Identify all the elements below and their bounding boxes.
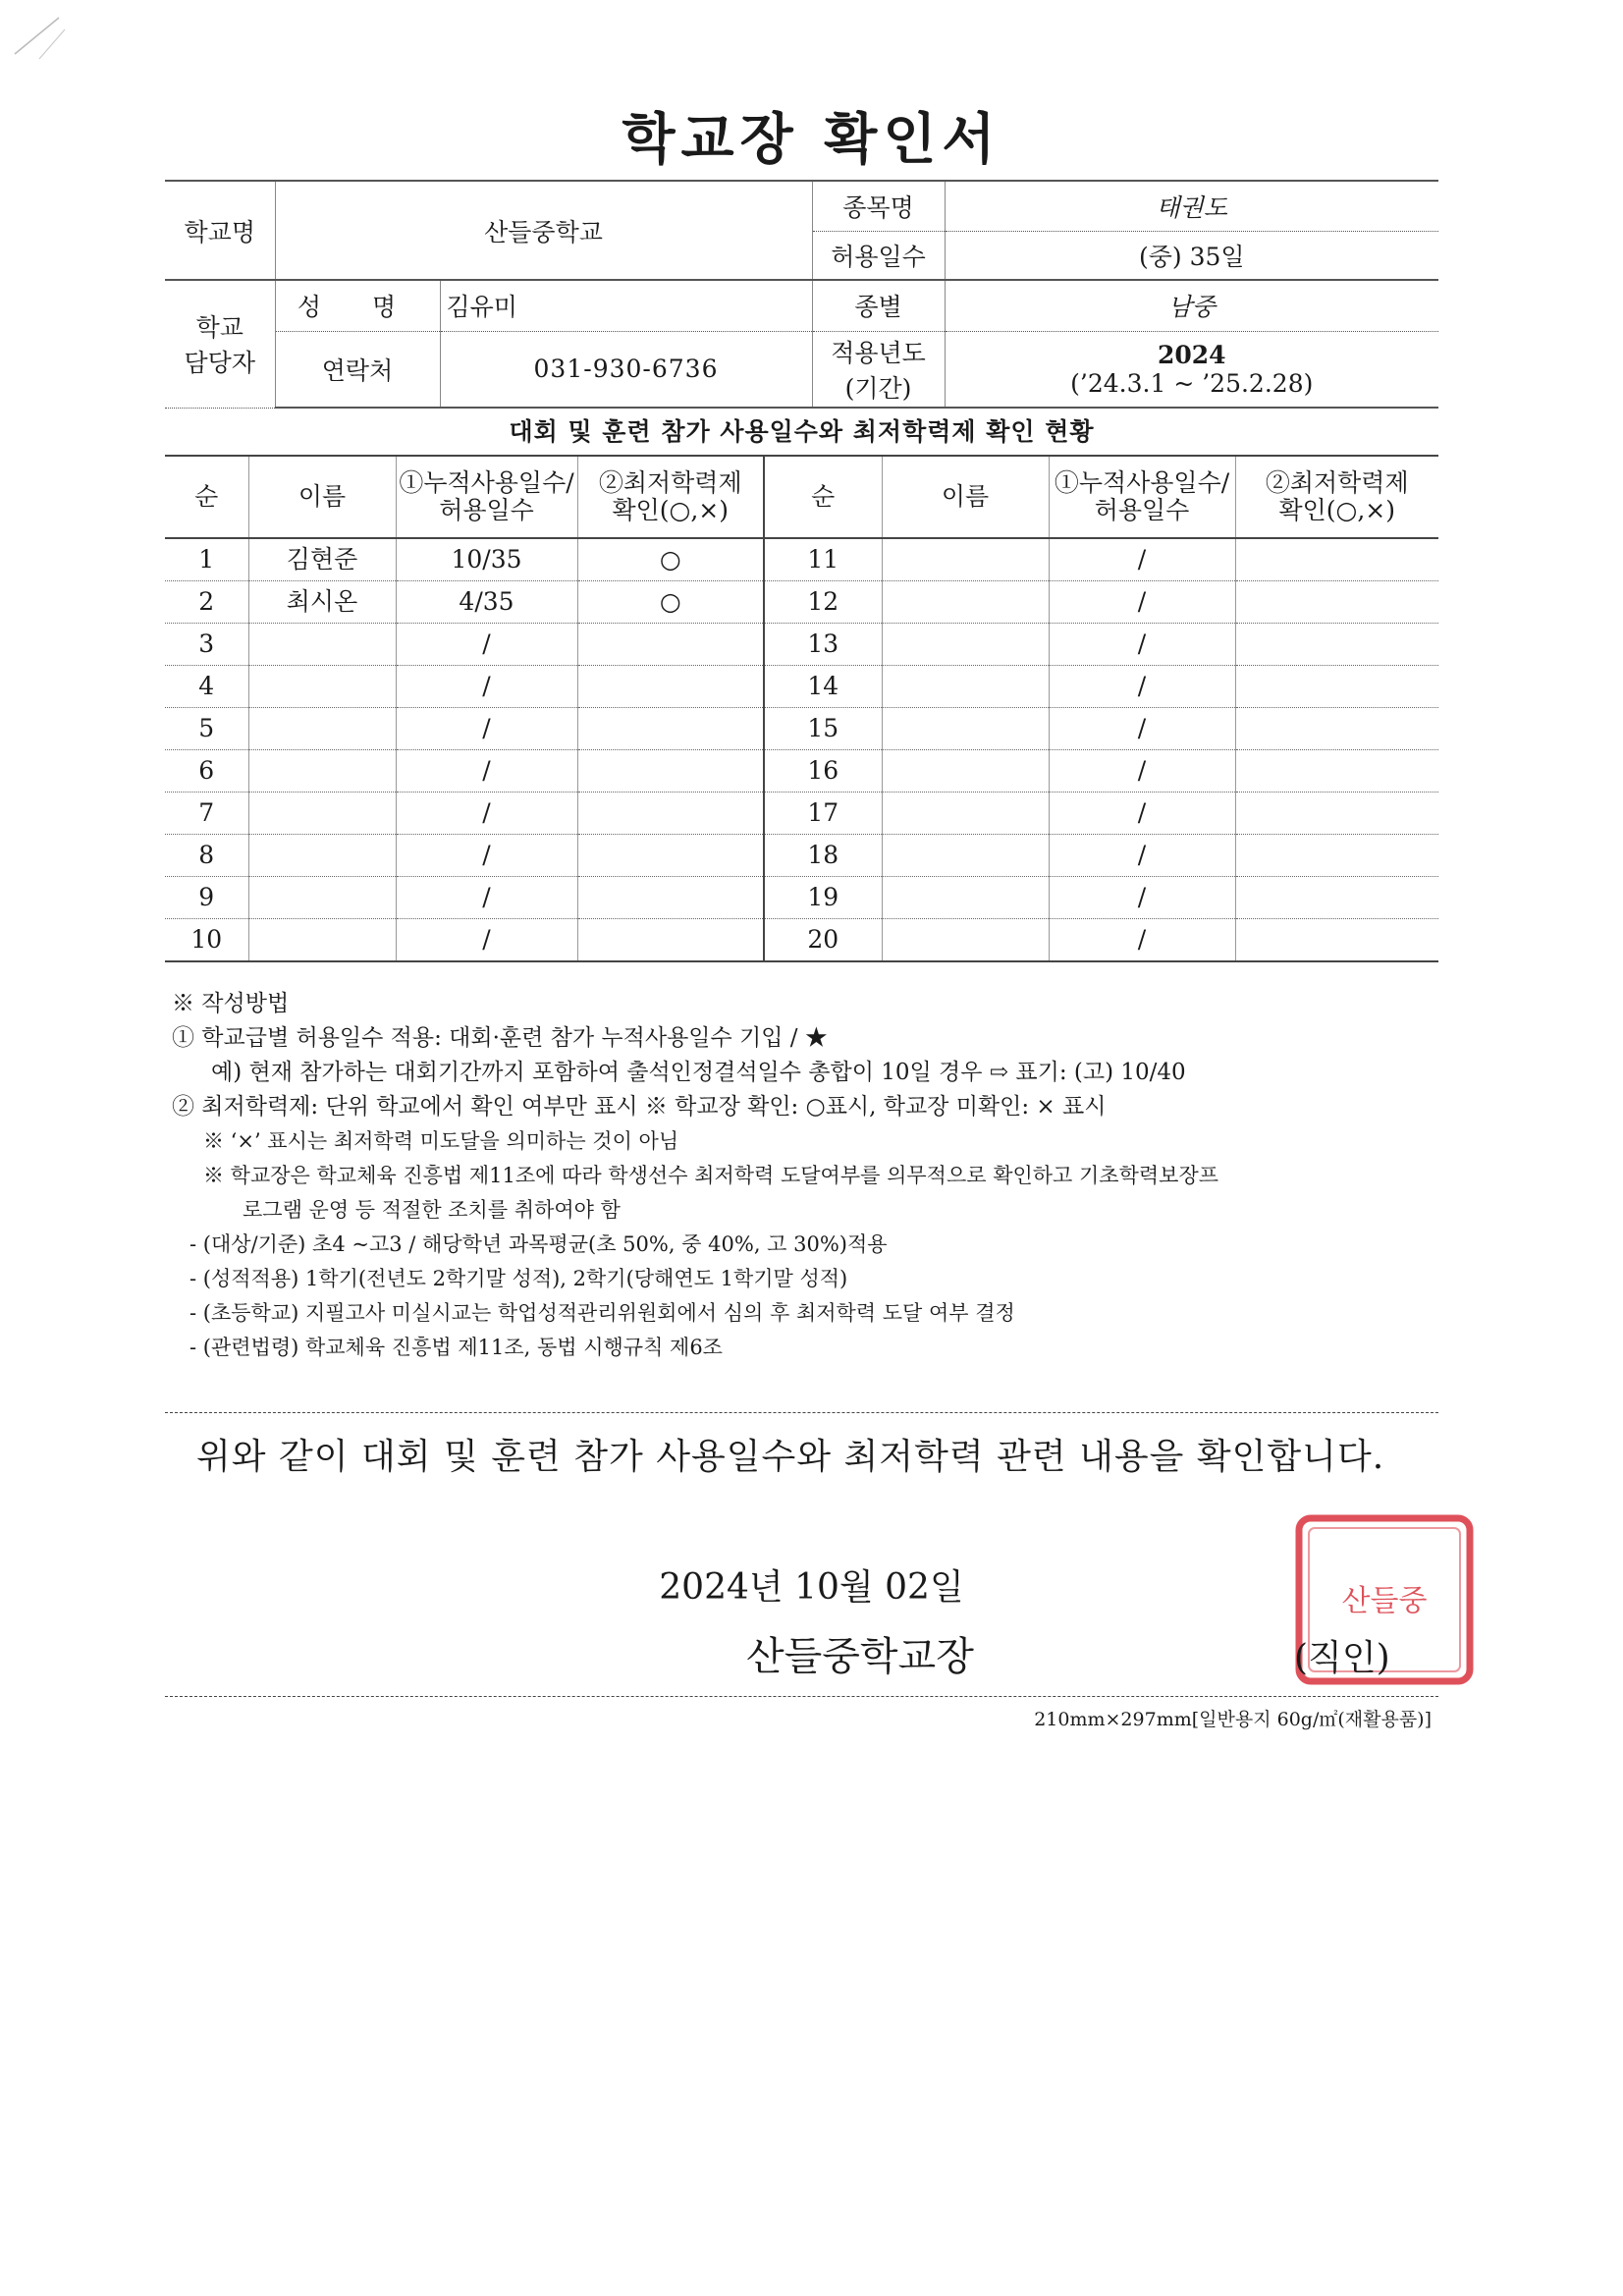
seal-note: (직인)	[1294, 1638, 1390, 1678]
school-label: 학교명	[165, 181, 275, 280]
cell-check-2	[1235, 750, 1438, 793]
note-2-a: ※ ‘×’ 표시는 최저학력 미도달을 의미하는 것이 아님	[203, 1129, 679, 1153]
cell-name-2	[882, 538, 1049, 581]
cell-name	[248, 708, 396, 750]
cell-days-2: /	[1049, 750, 1235, 793]
header-days-2	[1049, 456, 1235, 538]
cell-check-2	[1235, 708, 1438, 750]
cell-name-2	[882, 919, 1049, 962]
school-value: 산들중학교	[275, 181, 812, 280]
cell-check	[577, 666, 764, 708]
year-label	[812, 331, 945, 408]
cell-check: ○	[577, 581, 764, 624]
table-row	[165, 708, 1438, 750]
header-name: 이름	[248, 456, 396, 538]
header-no: 순	[165, 456, 248, 538]
cell-no: 2	[165, 581, 248, 624]
table-header-row	[165, 456, 1438, 538]
cell-days-2: /	[1049, 793, 1235, 835]
year-value: 2024	[1157, 340, 1226, 369]
cell-check-2	[1235, 624, 1438, 666]
cell-name-2	[882, 793, 1049, 835]
notes-heading: ※ 작성방법	[172, 991, 290, 1016]
year-label-line1: 적용년도	[831, 338, 926, 367]
days-label: 허용일수	[812, 231, 945, 280]
header-days	[396, 456, 577, 538]
header-check-2-line1: ②최저학력제	[1265, 468, 1409, 497]
cell-check-2	[1235, 793, 1438, 835]
cell-name	[248, 919, 396, 962]
cell-name-2	[882, 708, 1049, 750]
cell-days-2: /	[1049, 877, 1235, 919]
cell-check: ○	[577, 538, 764, 581]
cell-days: /	[396, 877, 577, 919]
header-days-2-line1: ①누적사용일수/	[1054, 468, 1230, 497]
cell-no-2: 12	[764, 581, 882, 624]
svg-text:산들중: 산들중	[1341, 1584, 1428, 1618]
table-row	[165, 538, 1438, 581]
contact-value: 031-930-6736	[440, 331, 812, 408]
divider-top	[165, 1412, 1438, 1413]
header-check-2	[1235, 456, 1438, 538]
header-name-2: 이름	[882, 456, 1049, 538]
cell-name	[248, 793, 396, 835]
cell-check-2	[1235, 666, 1438, 708]
cell-days-2: /	[1049, 919, 1235, 962]
cell-name: 김현준	[248, 538, 396, 581]
cell-days-2: /	[1049, 624, 1235, 666]
cell-no: 3	[165, 624, 248, 666]
table-subtitle: 대회 및 훈련 참가 사용일수와 최저학력제 확인 현황	[509, 417, 1095, 446]
gender-value: 남중	[945, 280, 1438, 331]
header-check-2-line2: 확인(○,×)	[1278, 496, 1395, 524]
cell-name: 최시온	[248, 581, 396, 624]
cell-name-2	[882, 581, 1049, 624]
cell-name-2	[882, 835, 1049, 877]
cell-no-2: 15	[764, 708, 882, 750]
cell-no-2: 20	[764, 919, 882, 962]
document-date: 2024년 10월 02일	[659, 1567, 964, 1608]
cell-check-2	[1235, 919, 1438, 962]
cell-days-2: /	[1049, 708, 1235, 750]
cell-check	[577, 708, 764, 750]
header-days-2-line2: 허용일수	[1094, 496, 1190, 524]
cell-no: 7	[165, 793, 248, 835]
cell-days-2: /	[1049, 581, 1235, 624]
cell-no-2: 17	[764, 793, 882, 835]
note-2-b: ※ 학교장은 학교체육 진흥법 제11조에 따라 학생선수 최저학력 도달여부를 의무적으로 확인하고 기초학력보장프	[203, 1164, 1219, 1187]
header-check	[577, 456, 764, 538]
cell-check	[577, 793, 764, 835]
cell-name-2	[882, 750, 1049, 793]
detail-3: - (초등학교) 지필고사 미실시교는 학업성적관리위원회에서 심의 후 최저학력 도달 여부 결정	[189, 1301, 1015, 1325]
cell-name	[248, 666, 396, 708]
scan-mark	[10, 10, 69, 69]
note-1: ① 학교급별 허용일수 적용: 대회·훈련 참가 누적사용일수 기입 / ★	[172, 1025, 828, 1051]
cell-no: 6	[165, 750, 248, 793]
header-no-2: 순	[764, 456, 882, 538]
sport-label: 종목명	[812, 181, 945, 231]
cell-name-2	[882, 624, 1049, 666]
table-row	[165, 750, 1438, 793]
note-1-example: 예) 현재 참가하는 대회기간까지 포함하여 출석인정결석일수 총합이 10일 경우 ⇨ 표기: (고) 10/40	[211, 1060, 1186, 1085]
cell-no: 9	[165, 877, 248, 919]
note-2-b-cont: 로그램 운영 등 적절한 조치를 취하여야 함	[243, 1198, 621, 1222]
cell-check	[577, 877, 764, 919]
cell-days-2: /	[1049, 538, 1235, 581]
cell-days-2: /	[1049, 666, 1235, 708]
table-row	[165, 666, 1438, 708]
cell-days: /	[396, 793, 577, 835]
cell-name	[248, 624, 396, 666]
instructions	[172, 987, 1448, 1365]
cell-no: 1	[165, 538, 248, 581]
cell-no-2: 13	[764, 624, 882, 666]
header-days-line1: ①누적사용일수/	[399, 468, 574, 497]
cell-days: /	[396, 666, 577, 708]
year-label-line2: (기간)	[844, 373, 912, 403]
table-row	[165, 581, 1438, 624]
year-cell	[945, 331, 1438, 408]
cell-check-2	[1235, 581, 1438, 624]
period-value: (’24.3.1 ~ ’25.2.28)	[1070, 368, 1314, 398]
cell-check	[577, 835, 764, 877]
cell-days: 10/35	[396, 538, 577, 581]
cell-days: /	[396, 835, 577, 877]
cell-check	[577, 750, 764, 793]
document-title: 학교장 확인서	[622, 108, 1001, 172]
cell-days: 4/35	[396, 581, 577, 624]
cell-name-2	[882, 666, 1049, 708]
name-label: 성 명	[275, 280, 440, 331]
cell-days: /	[396, 919, 577, 962]
cell-check-2	[1235, 877, 1438, 919]
table-row	[165, 835, 1438, 877]
cell-days: /	[396, 624, 577, 666]
cell-no-2: 18	[764, 835, 882, 877]
table-row	[165, 793, 1438, 835]
detail-1: - (대상/기준) 초4 ~고3 / 해당학년 과목평균(초 50%, 중 40%, 고 30%)적용	[189, 1232, 888, 1256]
detail-4: - (관련법령) 학교체육 진흥법 제11조, 동법 시행규칙 제6조	[189, 1336, 723, 1359]
cell-no-2: 16	[764, 750, 882, 793]
cell-days-2: /	[1049, 835, 1235, 877]
info-table	[165, 180, 1438, 409]
days-value: (중) 35일	[945, 231, 1438, 280]
manager-label-line1: 학교	[195, 313, 243, 343]
detail-2: - (성적적용) 1학기(전년도 2학기말 성적), 2학기(당해연도 1학기말 성적)	[189, 1267, 848, 1290]
contact-label: 연락처	[275, 331, 440, 408]
sport-value: 태권도	[945, 181, 1438, 231]
cell-no-2: 11	[764, 538, 882, 581]
cell-no-2: 19	[764, 877, 882, 919]
divider-bottom	[165, 1696, 1438, 1697]
cell-no: 8	[165, 835, 248, 877]
header-check-line1: ②최저학력제	[598, 468, 742, 497]
cell-check-2	[1235, 538, 1438, 581]
cell-name	[248, 877, 396, 919]
cell-no: 4	[165, 666, 248, 708]
table-row	[165, 919, 1438, 962]
table-row	[165, 877, 1438, 919]
signer-title: 산들중학교장	[746, 1634, 974, 1679]
table-row	[165, 624, 1438, 666]
header-check-line2: 확인(○,×)	[612, 496, 729, 524]
cell-name	[248, 750, 396, 793]
participation-table	[165, 455, 1438, 962]
cell-days: /	[396, 708, 577, 750]
manager-label	[165, 280, 275, 408]
manager-label-line2: 담당자	[184, 349, 255, 378]
cell-no: 10	[165, 919, 248, 962]
paper-spec: 210mm×297mm[일반용지 60g/㎡(재활용품)]	[1034, 1709, 1432, 1730]
cell-no-2: 14	[764, 666, 882, 708]
cell-check	[577, 624, 764, 666]
cell-check	[577, 919, 764, 962]
cell-name	[248, 835, 396, 877]
header-days-line2: 허용일수	[439, 496, 534, 524]
cell-check-2	[1235, 835, 1438, 877]
gender-label: 종별	[812, 280, 945, 331]
note-2: ② 최저학력제: 단위 학교에서 확인 여부만 표시 ※ 학교장 확인: ○표시, 학교장 미확인: × 표시	[172, 1094, 1107, 1120]
confirmation-statement: 위와 같이 대회 및 훈련 참가 사용일수와 최저학력 관련 내용을 확인합니다.	[196, 1437, 1385, 1477]
cell-days: /	[396, 750, 577, 793]
cell-no: 5	[165, 708, 248, 750]
name-value: 김유미	[440, 280, 812, 331]
cell-name-2	[882, 877, 1049, 919]
